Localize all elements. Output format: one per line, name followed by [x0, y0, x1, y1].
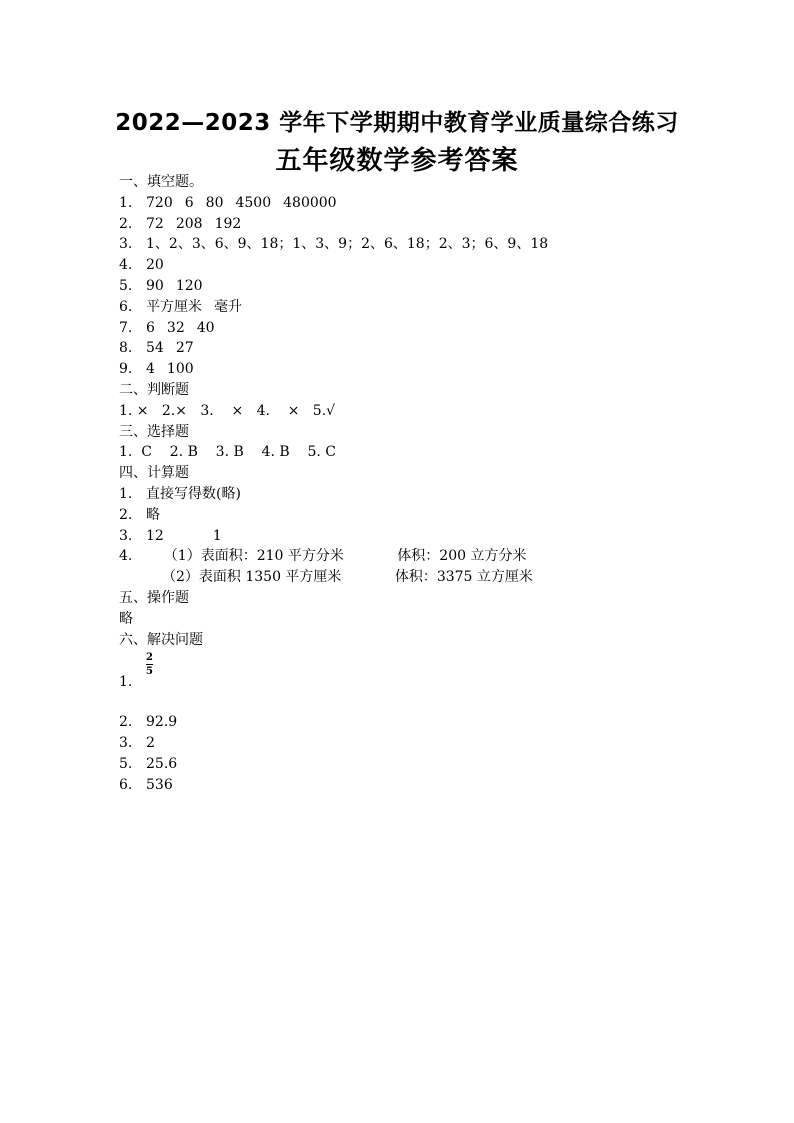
section-heading-true-false: 二、判断题 [119, 381, 189, 398]
answer-value: 32 [166, 319, 185, 336]
answer-value: 6 [146, 319, 155, 336]
answer-value: 平方厘米 [146, 298, 202, 315]
answer-item [119, 546, 759, 567]
document-subtitle: 五年级数学参考答案 [275, 146, 519, 176]
answer-item [119, 255, 759, 276]
answer-item [119, 733, 759, 754]
true-false-answers: 1. × 2.× 3. × 4. × 5.√ [119, 402, 336, 419]
section-heading-calculation: 四、计算题 [119, 465, 189, 482]
answer-value: 100 [166, 361, 194, 378]
answer-content [119, 172, 759, 796]
answer-item [119, 214, 759, 235]
answer-value: 208 [175, 215, 203, 232]
item-number: 6. [119, 776, 133, 793]
fraction-answer [146, 652, 153, 677]
answer-value: 90 [146, 277, 164, 294]
answer-value: 720 [146, 194, 173, 211]
item-number: 1. [119, 194, 133, 211]
answer-item [119, 712, 759, 733]
answer-value: 直接写得数(略) [146, 485, 241, 502]
answer-value: 略 [146, 506, 160, 523]
fraction-denominator: 5 [146, 666, 153, 678]
item-number: 3. [119, 735, 133, 752]
item-number: 4. [119, 257, 133, 274]
item-number: 5. [119, 755, 133, 772]
item-number: 4. [119, 548, 133, 565]
item-number: 7. [119, 319, 133, 336]
item-number: 8. [119, 340, 133, 357]
answer-item [119, 338, 759, 359]
answer-value: 54 [146, 340, 164, 357]
answer-value: 6 [184, 194, 194, 211]
item-number: 2. [119, 506, 133, 523]
answer-item [119, 526, 759, 547]
section-heading-multiple-choice: 三、选择题 [119, 423, 189, 440]
answer-value: 1、2、3、6、9、18；1、3、9；2、6、18；2、3；6、9、18 [146, 236, 549, 253]
answer-value: 192 [214, 215, 242, 232]
answer-value: 毫升 [214, 298, 242, 315]
item-number: 5. [119, 277, 133, 294]
answer-value: 20 [146, 257, 164, 274]
answer-value: 480000 [283, 194, 337, 211]
section-heading-problem-solving: 六、解决问题 [119, 631, 203, 648]
item-number: 3. [119, 527, 133, 544]
section-heading-operation: 五、操作题 [119, 589, 189, 606]
answer-item [119, 318, 759, 339]
answer-value: 536 [146, 776, 173, 793]
answer-value: 4500 [235, 194, 272, 211]
answer-value: 40 [196, 319, 215, 336]
answer-item [119, 484, 759, 505]
multiple-choice-answers: 1. C 2. B 3. B 4. B 5. C [119, 444, 336, 461]
item-number: 1. [119, 674, 133, 691]
answer-value: 80 [205, 194, 224, 211]
answer-item [119, 193, 759, 214]
answer-value: 2 [146, 735, 155, 752]
answer-item [119, 359, 759, 380]
answer-value: 12 1 [146, 527, 222, 544]
answer-value: 120 [175, 277, 203, 294]
answer-item [119, 775, 759, 796]
section-heading-fill-blank: 一、填空题。 [119, 174, 203, 190]
item-number: 1. [119, 485, 133, 502]
item-number: 6. [119, 298, 133, 315]
answer-value: （1）表面积：210 平方分米 体积：200 立方分米 [146, 548, 527, 565]
fraction-bar [146, 664, 153, 665]
answer-item [119, 234, 759, 255]
item-number: 9. [119, 361, 133, 378]
answer-item [119, 754, 759, 775]
answer-continuation: （2）表面积 1350 平方厘米 体积：3375 立方厘米 [162, 569, 533, 586]
item-number: 2. [119, 714, 133, 731]
answer-value: 72 [146, 215, 164, 232]
document-title: 2022—2023 学年下学期期中教育学业质量综合练习 [115, 110, 679, 136]
answer-value: 略 [119, 610, 133, 627]
item-number: 3. [119, 236, 133, 253]
answer-item [119, 297, 759, 318]
answer-item [119, 650, 759, 712]
fraction-numerator: 2 [146, 652, 153, 664]
answer-item [119, 505, 759, 526]
answer-value: 92.9 [146, 714, 178, 731]
item-number: 2. [119, 215, 133, 232]
answer-value: 27 [175, 340, 194, 357]
answer-value: 25.6 [146, 755, 178, 772]
answer-value: 4 [146, 361, 155, 378]
answer-item [119, 276, 759, 297]
